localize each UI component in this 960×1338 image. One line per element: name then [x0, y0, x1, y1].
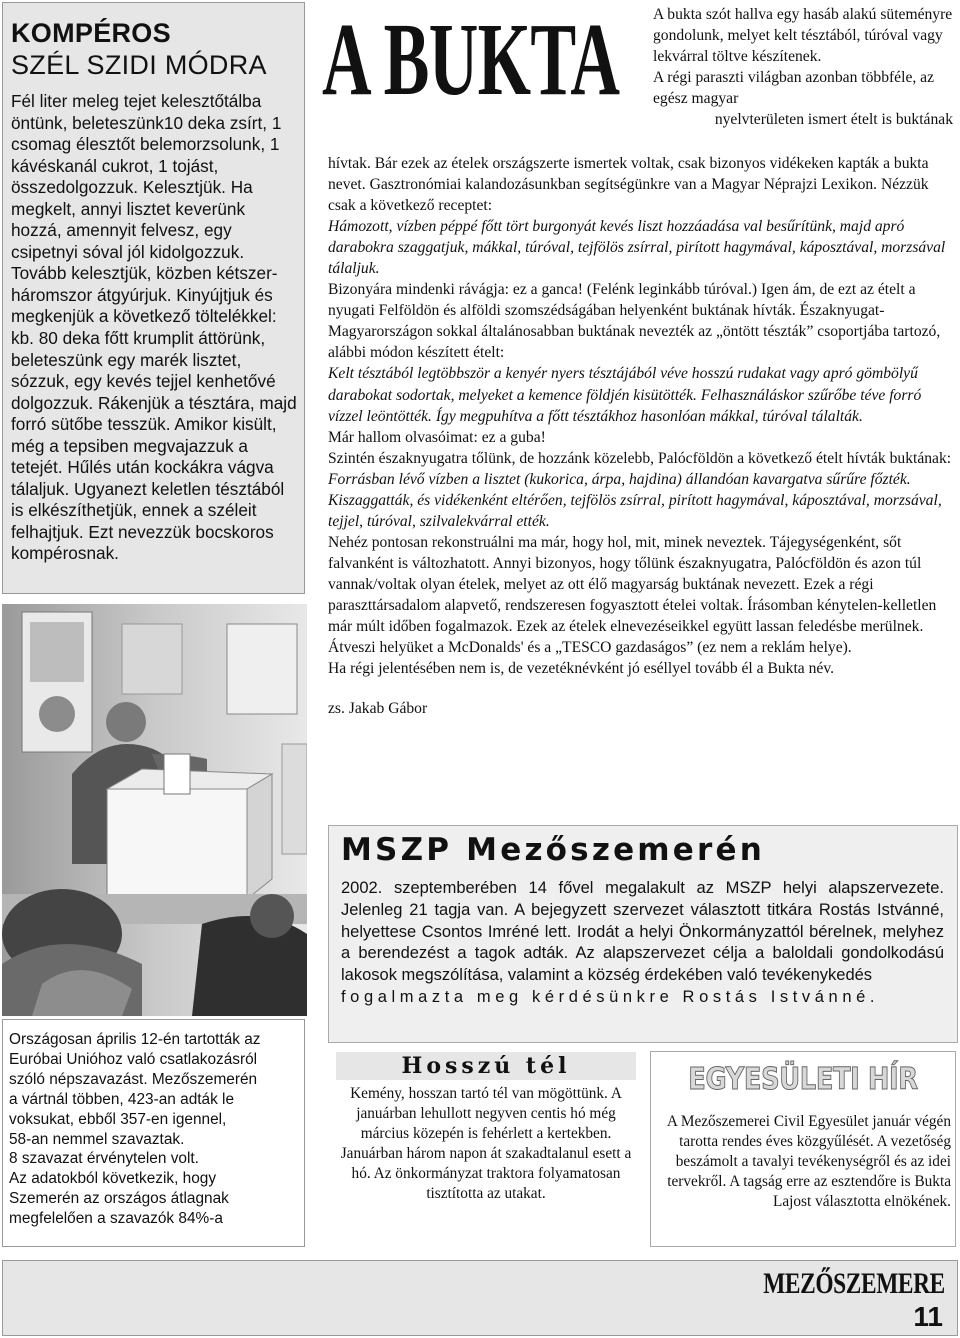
winter-text: Kemény, hosszan tartó tél van mögöttünk. A januárban lehullott negyven centis hó még március közepén is fehérlett a kertekben. Januárban három napon át szakadtalanul esett a hó. Az önkormányzat traktora folyamatosan tisztította az utakat. [340, 1085, 632, 1202]
referendum-line: voksukat, ebből 357-en igennel, [9, 1110, 227, 1128]
recipe-box [2, 2, 305, 594]
article-text: Szintén északnyugatra tőlünk, de hozzánk közelebb, Palócföldön a következő ételt hívták buktának: [328, 449, 952, 467]
referendum-line: szóló népszavazást. Mezőszemerén [9, 1070, 258, 1088]
article-title: A BUKTA [322, 2, 620, 117]
association-news-box [650, 1051, 956, 1247]
intro-text: nyelvterületen ismert ételt is buktának [714, 111, 953, 128]
referendum-line: Euróbai Unióhoz való csatlakozásról [9, 1050, 258, 1068]
referendum-line: a vártnál többen, 423-an adták le [9, 1090, 235, 1108]
article-paragraph: Nehéz pontosan rekonstruálni ma már, hogy hol, mit, minek neveztek. Tájegységenként, sőt falvanként is változhatott. Annyi bizonyos, hogy tőlünk északnyugatra, Palócföldön és azon túl vannak/voltak olyan ételek, melyet az ott élő magyarság buktának nevezett. Ezek a régi paraszttársadalom alapvető, rendszeresen fogyasztott ételei voltak. Írásomban kénytelen-kelletlen már múlt időben fogalmazok. Ezek az ételek elnevezéseikkel együtt lassan feledésbe merülnek. Átveszi helyüket a McDonalds' és a „TESCO gazdaságos” (ez nem a reklám helye). [328, 533, 937, 657]
voting-photo [2, 604, 307, 1016]
article-paragraph: Bizonyára mindenki rávágja: ez a ganca! (Felénk leginkább túróval.) Igen ám, de ezt az ételt a nyugati Felföldön és alföldi szomszédságában helyenként buktának hívták. Északnyugat-Magyarországon sokkal általánosabban buktának nevezték az „öntött tészták” csoportjába tartozó, alábbi módon készített ételt: [328, 281, 941, 362]
magazine-name: MEZŐSZEMERE [763, 1267, 945, 1300]
referendum-line: 58-an nemmel szavaztak. [9, 1130, 185, 1148]
intro-text: A régi paraszti világban azonban többféle, az egész magyar [653, 69, 934, 107]
mszp-body: 2002. szeptemberében 14 fővel megalakult az MSZP helyi alapszervezete. Jelenleg 21 tagja van. A bejegyzett szervezet választott titkára Rostás Istvánné, helyettese Csontos Imréné lett. Irodát a helyi Önkormányzattól bérelnek, melyhez a berendezést a tagok adták. Az alapszervezet célja a baloldali gondolkodású lakosok megszólítása, valamint a község érdekében való tevékenykedés [341, 879, 944, 985]
article-paragraph [328, 448, 953, 532]
recipe-title: KOMPÉROS [11, 18, 171, 48]
article-body [328, 153, 953, 719]
mszp-title: MSZP Mezőszemerén [341, 832, 766, 868]
association-news-title: EGYESÜLETI HÍR [688, 1062, 918, 1097]
page-footer [2, 1260, 958, 1336]
referendum-box [2, 1019, 305, 1247]
winter-box [336, 1052, 636, 1247]
referendum-line: megfelelően a szavazók 84%-a [9, 1210, 223, 1228]
article-paragraph: Már hallom olvasóimat: ez a guba! [328, 428, 546, 446]
referendum-line: Országosan április 12-én tartották az [9, 1031, 261, 1048]
recipe-text: Fél liter meleg tejet kelesztőtálba öntünk, beleteszünk10 deka zsírt, 1 csomag élesztőt belemorzsolunk, 1 kávéskanál cukrot, 1 tojást, összedolgozzuk. Kelesztjük. Ha megkelt, annyi lisztet keverünk hozzá, amennyit felvesz, egy csipetnyi sóval jól kidolgozzuk. Tovább kelesztjük, közben kétszer-háromszor átgyúrjuk. Kinyújtjuk és megkenjük a következő töltelékkel: kb. 80 deka főtt krumplit áttörünk, beleteszünk egy marék lisztet, sózzuk, egy kevés tejjel kenhetővé dolgozzuk. Rákenjük a tésztára, majd forró sütőbe tesszük. Amikor kisült, még a tepsiben megvajazzuk a tetejét. Hűlés után kockákra vágva tálaljuk. Ugyanezt keletlen tésztából is elkészíthetjük, ennek a széleit felhajtjuk. Ezt nevezzük bocskoros kompérosnak. [11, 91, 297, 564]
mszp-box [328, 825, 958, 1043]
article-quote: Hámozott, vízben péppé főtt tört burgonyát kevés liszt hozzáadása val besűrítünk, majd apró darabokra szaggatjuk, mákkal, túróval, tejfölös zsírral, pirított hagymával, káposztával, morzsával tálaljuk. [328, 218, 946, 278]
article-paragraph: Ha régi jelentésében nem is, de vezetéknévként jó eséllyel tovább él a Bukta név. [328, 660, 835, 678]
mszp-text [341, 878, 944, 1009]
article-author: zs. Jakab Gábor [328, 700, 428, 718]
referendum-line: Szemerén az országos átlagnak [9, 1190, 229, 1208]
article-intro [653, 4, 953, 130]
article-quote: Forrásban lévő vízben a lisztet (kukorica, árpa, hajdina) állandóan kavargatva sűrűre főzték. Kiszaggatták, és vidékenként eltérően, tejfölös zsírral, pirított hagymával, káposztával, morzsával, tejjel, túróval, szilvalekvárral ették. [328, 470, 942, 530]
article-paragraph: hívtak. Bár ezek az ételek országszerte ismertek voltak, csak bizonyos vidékeken kapták a bukta nevet. Gasztronómiai kalandozásunkban segítségünkre van a Magyar Néprajzi Lexikon. Nézzük csak a következő receptet: [328, 155, 929, 215]
mszp-last-line: fogalmazta meg kérdésünkre Rostás Istvánné. [341, 987, 880, 1006]
intro-text: A bukta szót hallva egy hasáb alakú süteményre gondolunk, melyet kelt tésztából, túróval vagy lekvárral töltve készítenek. [653, 6, 953, 65]
recipe-subtitle: SZÉL SZIDI MÓDRA [11, 50, 267, 80]
referendum-line: Az adatokból következik, hogy [9, 1170, 217, 1188]
page-number: 11 [913, 1301, 943, 1332]
referendum-line: 8 szavazat érvénytelen volt. [9, 1150, 199, 1168]
association-news-text: A Mezőszemerei Civil Egyesület január végén tarotta rendes éves közgyűlését. A vezetőség beszámolt a tavalyi tevékenységről és az idei tervekről. A tagság erre az esztendőre is Bukta Lajost választotta elnökének. [666, 1113, 951, 1210]
article-quote: Kelt tésztából legtöbbször a kenyér nyers tésztájából véve hosszú rudakat vagy apró gömbölyű darabokat sodortak, melyeket a kemence földjén kisütötték. Felhasználáskor szűrőbe téve forró vízzel leöntötték. Így megpuhítva a főtt tésztákhoz hasonlóan mákkal, túróval tálalták. [328, 365, 922, 425]
winter-title: Hosszú tél [336, 1052, 636, 1080]
